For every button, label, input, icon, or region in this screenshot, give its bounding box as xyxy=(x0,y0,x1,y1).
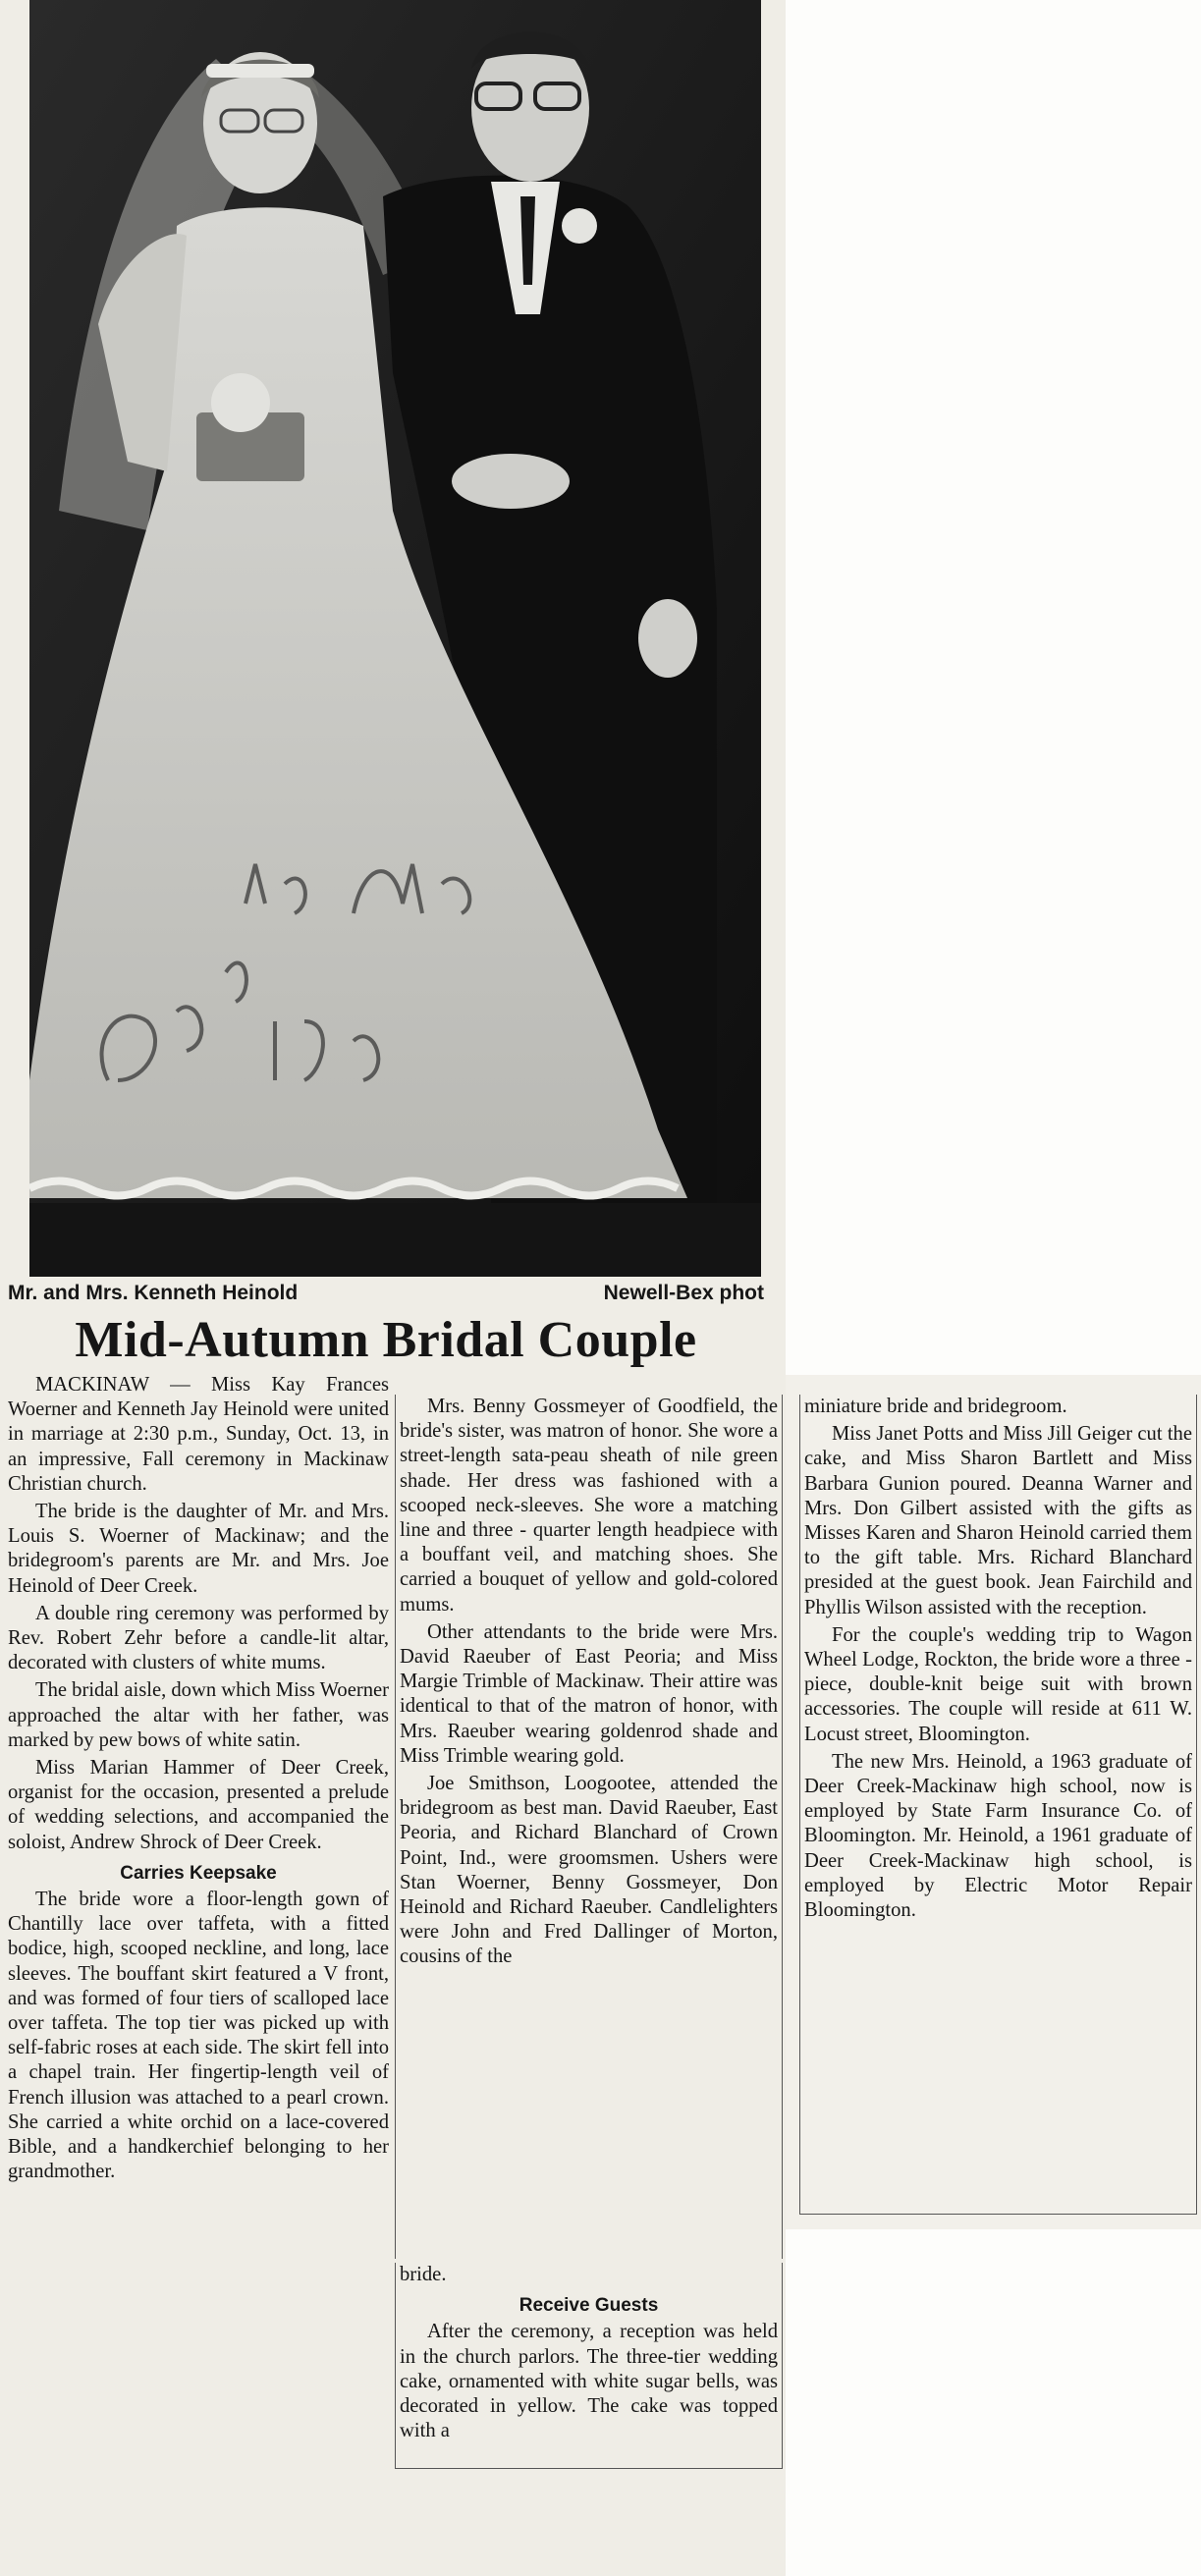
photo-credit: Newell-Bex phot xyxy=(603,1282,764,1304)
article-column-3 xyxy=(799,1395,1197,2215)
headline: Mid-Autumn Bridal Couple xyxy=(75,1312,697,1368)
paragraph: The new Mrs. Heinold, a 1963 graduate of Deer Creek-Mackinaw high school, now is employed by State Farm Insurance Co. of Bloomington. Mr. Heinold, a 1961 graduate of Deer Creek-Mackinaw high school, is employed by Electric Motor Repair Bloomington. xyxy=(804,1750,1192,1922)
subheading: Receive Guests xyxy=(519,2295,659,2317)
photo-caption xyxy=(8,1282,764,1309)
paragraph: bride. xyxy=(400,2264,447,2285)
paragraph: Joe Smithson, Loogootee, attended the bridegroom as best man. David Raeuber, East Peoria, and Richard Blanchard of Crown Point, Ind., were groomsmen. Ushers were Stan Woerner, Benny Gossmeyer, Don Heinold and Richard Raeuber. Candlelighters were John and Fred Dallinger of Morton, cousins of the xyxy=(400,1773,778,1968)
paragraph: The bridal aisle, down which Miss Woerner approached the altar with her father, was marked by pew bows of white satin. xyxy=(8,1679,389,1751)
paragraph: miniature bride and bridegroom. xyxy=(804,1396,1067,1417)
article-column-2-continued xyxy=(395,2263,783,2469)
wedding-photo xyxy=(29,0,761,1277)
paragraph: Miss Janet Potts and Miss Jill Geiger cut the cake, and Miss Sharon Bartlett and Miss Barbara Gunion poured. Deanna Warner and Mrs. Don Gilbert assisted with the gifts as Misses Karen and Sharon Heinold carried them to the gift table. Mrs. Richard Blanchard presided at the guest book. Jean Fairchild and Phyllis Wilson assisted with the reception. xyxy=(804,1423,1192,1618)
paragraph: For the couple's wedding trip to Wagon Wheel Lodge, Rockton, the bride wore a three - piece, double-knit beige suit with brown accessories. The couple will reside at 611 W. Locust street, Bloomington. xyxy=(804,1623,1192,1745)
article-column-1 xyxy=(8,1373,389,2576)
paragraph: MACKINAW — Miss Kay Frances Woerner and Kenneth Jay Heinold were united in marriage at 2:30 p.m., Sunday, Oct. 13, in an impressive, Fall ceremony in Mackinaw Christian church. xyxy=(8,1374,389,1495)
paragraph: Mrs. Benny Gossmeyer of Goodfield, the bride's sister, was matron of honor. She wore a street-length sata-peau sheath of nile green shade. Her dress was fashioned with a scooped neck-sleeves. She wore a matching line and three - quarter length headpiece with a bouffant veil, and matching shoes. She carried a bouquet of yellow and gold-colored mums. xyxy=(400,1396,778,1616)
paragraph: After the ceremony, a reception was held in the church parlors. The three-tier wedding cake, ornamented with white sugar bells, was decorated in yellow. The cake was topped with a xyxy=(400,2321,778,2442)
paragraph: A double ring ceremony was performed by Rev. Robert Zehr before a candle-lit altar, decorated with clusters of white mums. xyxy=(8,1602,389,1674)
paragraph: The bride wore a floor-length gown of Chantilly lace over taffeta, with a fitted bodice, high, scooped neckline, and long, lace sleeves. The bouffant skirt featured a V front, and was formed of four tiers of scalloped lace over taffeta. The top tier was picked up with self-fabric roses at each side. The skirt fell into a chapel train. Her fingertip-length veil of French illusion was attached to a pearl crown. She carried a white orchid on a lace-covered Bible, and a handkerchief belonging to her grandmother. xyxy=(8,1889,389,2183)
paragraph: Miss Marian Hammer of Deer Creek, organist for the occasion, presented a prelude of wedding selections, and accompanied the soloist, Andrew Shrock of Deer Creek. xyxy=(8,1757,389,1853)
caption-names: Mr. and Mrs. Kenneth Heinold xyxy=(8,1282,299,1304)
article-column-2 xyxy=(395,1395,783,2259)
subheading: Carries Keepsake xyxy=(120,1862,277,1884)
paragraph: Other attendants to the bride were Mrs. David Raeuber of East Peoria; and Miss Margie Trimble of Mackinaw. Their attire was identical to that of the matron of honor, with Mrs. Raeuber wearing goldenrod shade and Miss Trimble wearing gold. xyxy=(400,1620,778,1767)
paragraph: The bride is the daughter of Mr. and Mrs. Louis S. Woerner of Mackinaw; and the bridegroom's parents are Mr. and Mrs. Joe Heinold of Deer Creek. xyxy=(8,1501,389,1597)
